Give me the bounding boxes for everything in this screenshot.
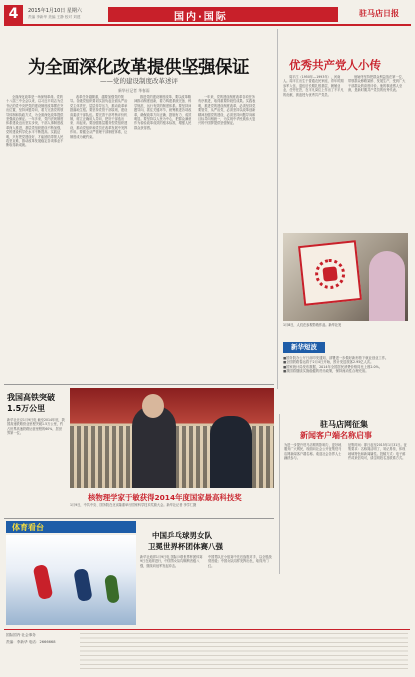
lead-title: 为全面深化改革提供坚强保证 [28, 58, 249, 78]
sports-title-1: 中国乒乓球男女队 [152, 531, 212, 540]
right-feature-body-col2: 他始终坚持把群众利益放在第一位，带领群众修路架桥、发展生产，受到广大干部群众的高度评价。他的事迹感人至深，是新时期共产党员的优秀代表。 [348, 75, 406, 93]
ad-title-1: 驻马店网征集 [320, 420, 368, 429]
lead-body-col1: 全面深化改革是一场深刻革命。党的十八届三中全会以来，以习近平同志为总书记的党中央把党的建设制度改革摆在突出位置，坚持问题导向，着力完善党的领导体制和执政方式，为全面深化改革提供坚强政治保证。一年多来，党内法规制度体系建设迈出坚实步伐，干部人事制度改革深入推进，基层党组织建设不断加强，党的建设科学化水平不断提高。实践证明，只有把党建设好，才能团结带领人民攻坚克难，推动改革发展稳定各项事业不断取得新成就。 [6, 95, 64, 148]
footer-rule [4, 629, 410, 630]
editor-line: 责编 李新华 美编 王静 校对 刘建 [28, 15, 81, 19]
issue-date: 2015年1月10日 星期六 [28, 8, 82, 14]
paper-name: 驻马店日报 [359, 8, 399, 18]
brief-item: ■我国将继续实施稳健的货币政策，保持流动性合理充裕。 [283, 369, 369, 374]
footer-fine-print [80, 633, 408, 671]
paper-cut-artwork [298, 240, 362, 306]
skier-figure [104, 574, 120, 603]
brief-list [283, 356, 409, 410]
presenter-figure [210, 416, 252, 488]
paper-cut-photo [283, 233, 408, 321]
brief-item: ■国家统计局发布数据，2014年全国居民消费价格同比上涨2.0%。 [283, 364, 383, 369]
award-photo [70, 388, 274, 488]
visitor-figure [369, 251, 405, 321]
lead-body-col2: 改革任务越繁重，越要加强党的领导。各级党组织要切实担负起全面从严治党主体责任，层层传导压力，推动改革举措落地生根。要坚持党管干部原则，建设高素质干部队伍。要完善干部考核评价机制，树立正确用人导向，把好干部选出来、用起来。要加强基层服务型党组织建设，推动党组织和党员在改革发展中发挥作用。要健全从严管理干部制度体系，让制度成为硬约束。 [70, 95, 128, 139]
lead-body-col4: 一年来，党的建设制度改革各项任务有序推进，取得重要阶段性成果。实践表明，推进党的建设制度改革，必须坚持党要管党、从严治党，必须坚持以改革创新精神加强党的建设，必须坚持问题导向和目标导向相统一，为实现中华民族伟大复兴的中国梦提供坚强保证。 [198, 95, 256, 126]
page-number-box [4, 5, 23, 24]
ad-body-col1: 为进一步提升驻马店网的影响力，更好地服务广大网民，现面向社会公开征集驻马店网新闻客户端名称。欢迎社会各界人士踊跃参与。 [284, 443, 342, 461]
lead-subtitle: ——党的建设制度改革述评 [100, 77, 178, 85]
award-caption: 1月9日，中共中央、国务院在北京隆重举行国家科学技术奖励大会。新华社记者 李学仁摄 [70, 503, 197, 507]
brief-item: ■国务院办公厅日前印发通知，部署进一步做好新形势下就业创业工作。 [283, 356, 389, 360]
photo-caption: 1月8日，人们在参观剪纸作品。新华社发 [283, 323, 342, 327]
masthead [4, 5, 411, 49]
ad-title-2: 新闻客户端名称启事 [300, 431, 372, 440]
brief-tag [283, 342, 325, 353]
header-rule [4, 24, 411, 26]
brief-item: ■全国铁路春运将于2月4日开始，预计发送旅客2.95亿人次。 [283, 360, 374, 365]
sports-photo [6, 535, 136, 625]
sports-banner-label: 体育看台 [12, 523, 44, 532]
skier-figure [73, 568, 92, 602]
lead-byline: 新华社记者 华春雨 [118, 88, 150, 93]
sports-body-col1: 新华社迪拜1月9日电 国际乒联世界杯团体赛9日在迪拜进行，中国男女队均顺利晋级八强，继续向冠军发起冲击。 [140, 555, 203, 568]
right-feature-title: 优秀共产党人小传 [289, 58, 381, 72]
mid-rule [4, 384, 274, 385]
footer-left-2: 责编：李新华 电话：2666668 [6, 640, 56, 644]
award-title: 核物理学家于敏获得2014年度国家最高科技奖 [88, 493, 242, 502]
ad-body-col2: 征集时间：即日起至2015年1月31日。征集要求：名称简洁明了，易记易传，体现地域特色和新闻属性。投稿方式：电子邮件或来信均可，请注明姓名及联系方式。 [348, 443, 407, 461]
lower-rule [4, 518, 274, 519]
rail-title: 我国高铁突破1.5万公里 [7, 393, 55, 413]
rail-body: 新华社北京1月9日电 截至2014年底，我国高速铁路营业里程突破1.5万公里，约占世界高速铁路运营里程的60%，居世界第一位。 [7, 418, 65, 436]
col-divider [277, 29, 278, 389]
section-title: 国内·国际 [174, 12, 228, 23]
laureate-figure [132, 406, 176, 488]
footer-left: 国际国内·社会事务 [6, 633, 36, 637]
sports-banner [6, 521, 136, 533]
page-number: 4 [8, 6, 19, 22]
skier-figure [33, 564, 54, 600]
sports-body-col2: 中国男队在小组赛中先后战胜对手，以全胜战绩晋级；中国女队同样发挥出色，取得开门红。 [208, 555, 272, 568]
laureate-head [142, 394, 164, 418]
brief-tag-label: 新华短波 [291, 343, 317, 351]
sports-title-2: 卫冕世界杯团体赛八强 [148, 542, 223, 551]
lead-body-col3: 推进党的建设制度改革，要以改革精神推动制度创新，着力构建系统完备、科学规范、运行有效的制度体系。要坚持问题导向，抓住关键环节，统筹推进各项改革，确保改革方向正确、措施有力、成效明显。要坚持以人民为中心，把群众满意作为检验改革成效的根本标准，增强人民群众获得感。 [134, 95, 192, 130]
right-feature-body-col1: 周平江（1950年—1993年），河南人。周平江出生于普通农民家庭，青年时期参军入伍，退伍后长期扎根基层，兢兢业业，任劳任怨，在平凡岗位上作出了不平凡的贡献，被追授为优秀共产党员。 [283, 75, 344, 97]
